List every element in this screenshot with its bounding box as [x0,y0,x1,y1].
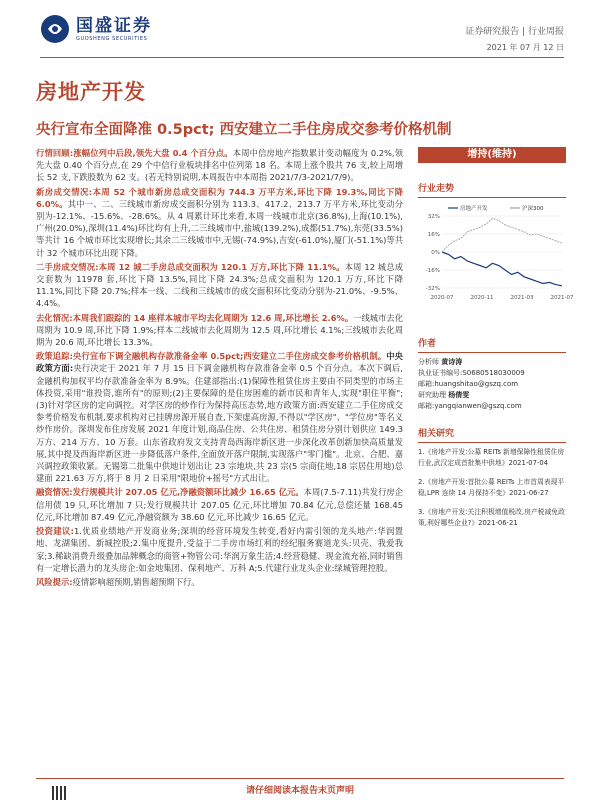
x-tick-label: 2020-07 [430,295,454,301]
legend-label: 房地产开发 [460,206,488,212]
para-market-review [36,147,403,184]
trend-chart [418,202,574,302]
y-tick-label: 32% [427,214,440,220]
para-head: 发行规模共计 207.05 亿元,净融资额环比减少 16.65 亿元。 [72,487,304,498]
email-link[interactable]: huangshitao@gszq.com [434,380,519,388]
para-label: 风险提示: [36,576,73,587]
company-name-en: GUOSHENG SECURITIES [76,35,148,42]
author-role: 研究助理 [418,391,446,399]
report-type: 证券研究报告 | 行业周报 [465,27,564,37]
para-text: 本周 12 城总成交套数为 11978 套,环比下降 13.5%,同比下降 24.3%;总成交面积为 120.1 万方,环比下降 11.1%,同比下降 20.7%;样本一线、二线和三线城市的成交面积环比变动分别为-21.0%、-9.5%、4.4%。 [36,261,403,309]
para-inventory [36,312,403,349]
report-title: 央行宣布全面降准 0.5pct; 西安建立二手住房成交参考价格机制 [36,122,452,138]
author-cert [418,368,566,379]
trend-chart-svg [418,202,574,302]
para-investment [36,525,403,574]
author-email [418,401,566,412]
author-name: 黄诗涛 [441,358,463,366]
para-new-home [36,186,403,259]
para-label: 去化情况: [36,312,73,323]
para-head: 涨幅位列中后段,领先大盘 0.4 个百分点。 [73,148,233,158]
related-item[interactable]: 2.《房地产开发:首批公募 REITs 上市首周表现平稳,LPR 连续 14 月保持不变》2021-06-27 [418,478,565,497]
author-name: 杨倩雯 [448,391,470,399]
trend-title: 行业走势 [418,181,566,198]
author-row [418,390,566,401]
header-divider [40,57,564,58]
para-label: 投资建议: [36,526,74,537]
para-label: 二手房成交情况: [36,261,99,272]
y-tick-label: -32% [425,286,440,292]
para-head: 本周 12 城二手房总成交面积为 120.1 万方,环比下降 11.1%。 [98,261,345,272]
para-sub: 中央政策方面: [36,351,403,374]
para-head: 央行宣布下调全融机构存款准备金率 0.5pct;西安建立二手住房成交参考价格机制。 [72,351,387,362]
para-second-hand [36,261,403,310]
company-logo [40,14,152,44]
authors-block [418,357,566,412]
para-label: 新房成交情况: [36,186,93,197]
related-item[interactable]: 1.《房地产开发:公募 REITs 新增保障性租赁住房行业,武汉定成首批集中供地》2021-07-04 [418,448,565,467]
related-title: 相关研究 [418,426,566,443]
logo-icon [40,14,70,44]
y-tick-label: 16% [427,232,440,238]
para-label: 行情回顾: [36,148,74,158]
email-label: 邮箱: [418,380,435,388]
para-label: 政策追踪: [36,351,73,362]
company-name-cn: 国盛证券 [76,15,152,36]
legend-label: 沪深300 [522,206,544,212]
para-text: 一线城市去化周期为 10.9 周,环比下降 1.9%;样本二线城市去化周期为 12.5 周,环比增长 4.1%;三线城市去化周期为 20.6 周,环比增长 13.3%。 [36,312,403,348]
para-text: 其中一、二、三线城市新房成交面积分别为 113.3、417.2、213.7 万平方米,环比变动分别为-12.1%、-15.6%、-28.6%。从 4 周累计环比来看,本周一线城市北京(36.8%),上海(10.1%),广州(20.0%),深圳(11.4%)环比均有上升,二三线城市中,盐城(139.2%),成都(51.7%),东莞(33.5%)等共计 16 个城市环比实现增长;其余二三线城市中,无锡(-74.9%),吉安(-61.0%),厦门(-51.1%)等共计 32 个城市环比出现下降。 [36,198,403,258]
email-link[interactable]: yangqianwen@gszq.com [434,402,522,410]
x-tick-label: 2021-07 [550,295,574,301]
para-text: 疫情影响超预期,销售超预期下行。 [72,576,200,587]
para-text: 1.优质业绩地产开发商业务;深圳的经营环境发生转变,看好内需引领的龙头地产:华润置地、龙湖集团、新城控股;2.集中度提升,受益于二手房市场红利的经纪服务赛道龙头:贝壳、我爱我家;3.稀缺消费升级叠加品牌概念的商管+物管公司:华润万象生活;4.经营稳健、现金流充裕,同时销售有一定增长潜力的龙头房企:如金地集团、保利地产、万科 A;5.代建行业龙头企业:绿城管理控股。 [36,526,403,573]
para-policy [36,350,403,484]
y-tick-label: -16% [425,268,440,274]
cert-number: S0680518030009 [462,369,525,377]
para-label: 融资情况: [36,487,73,498]
email-label: 邮箱: [418,402,435,410]
para-financing [36,486,403,523]
x-tick-label: 2021-03 [510,295,534,301]
y-tick-label: 0% [431,250,440,256]
rating-badge: 增持(维持) [418,147,566,163]
x-tick-label: 2020-11 [470,295,494,301]
author-email [418,379,566,390]
para-text: 央行决定于 2021 年 7 月 15 日下调金融机构存款准备金率 0.5 个百分点。本次下调后,金融机构加权平均存款准备金率为 8.9%。住建部指出:(1)保障性租赁住房主要由不同类型的市场主体投资,采用"谁投资,谁所有"的原则;(2)主要保障的是住房困难的新市民和青年人,实现"职住平衡";(3)针对学区房的定向调控。对学区房的炒作行为保持高压态势,地方政策方面:西安建立二手住房成交参考价格发布机制,要求机构对已挂牌房源开展自查,下架虚高房源,不得以"学区房"、"学位房"等名义炒作房价。深圳发布住房发展 2021 年度计划,商品住房、公共住房、租赁住房分别计划供应 149.3 万方、214 万方、10 万套。山东省政府发文支持青岛西海岸新区进一步深化改革创新加快高质量发展,其中提及西海岸新区进一步降低落户条件,全面放开落户限制,实现落户"零门槛"。北京、合肥、嘉兴调控政策收紧。无锡第二批集中供地计划出让 23 宗地块,共 23 宗(5 宗商住地,18 宗居住用地)总建面 221.63 万方,将于 8 月 2 日采用"限地价+摇号"方式出让。 [36,363,403,484]
authors-title: 作者 [418,336,566,353]
para-head: 本周 52 个城市新房总成交面积为 744.3 万平方米,环比下降 19.3%,同比下降 6.0%。 [36,186,403,209]
para-text: 本周中信房地产指数累计变动幅度为 0.2%,领先大盘 0.40 个百分点,在 29 个中信行业板块排名中位列第 18 名。本周上涨个股共 76 支,较上周增长 52 支,下跌股数为 62 支。(若无特别说明,本周报告中本周指 2021/7/3-2021/7/9)。 [36,148,404,183]
author-role: 分析师 [418,358,439,366]
sidebar [418,147,574,537]
para-text: 本周(7.5-7.11)共发行房企信用债 19 只,环比增加 7 只;发行规模共计 207.05 亿元,环比增加 70.84 亿元,总偿还量 168.45 亿元,环比增加 87.49 亿元,净融资额为 38.60 亿元,环比减少 16.65 亿元。 [36,487,404,522]
main-body [36,147,403,590]
footer-disclaimer: 请仔细阅读本报告末页声明 [245,786,354,796]
page-header [0,0,600,62]
para-head: 本周我们跟踪的 14 座样本城市平均去化周期为 12.6 周,环比增长 2.6%。 [72,312,354,323]
footer-divider [36,778,564,779]
related-item[interactable]: 3.《房地产开发:关注积极增值税改,房产税减免政策,利好哪些企业?》2021-06-21 [418,508,565,527]
report-date: 2021 年 07 月 12 日 [486,43,564,52]
sector-title: 房地产开发 [36,79,146,104]
series-line [442,218,562,252]
cert-label: 执业证书编号: [418,369,463,377]
series-line [442,252,562,286]
para-risk [36,576,403,588]
author-row [418,357,566,368]
